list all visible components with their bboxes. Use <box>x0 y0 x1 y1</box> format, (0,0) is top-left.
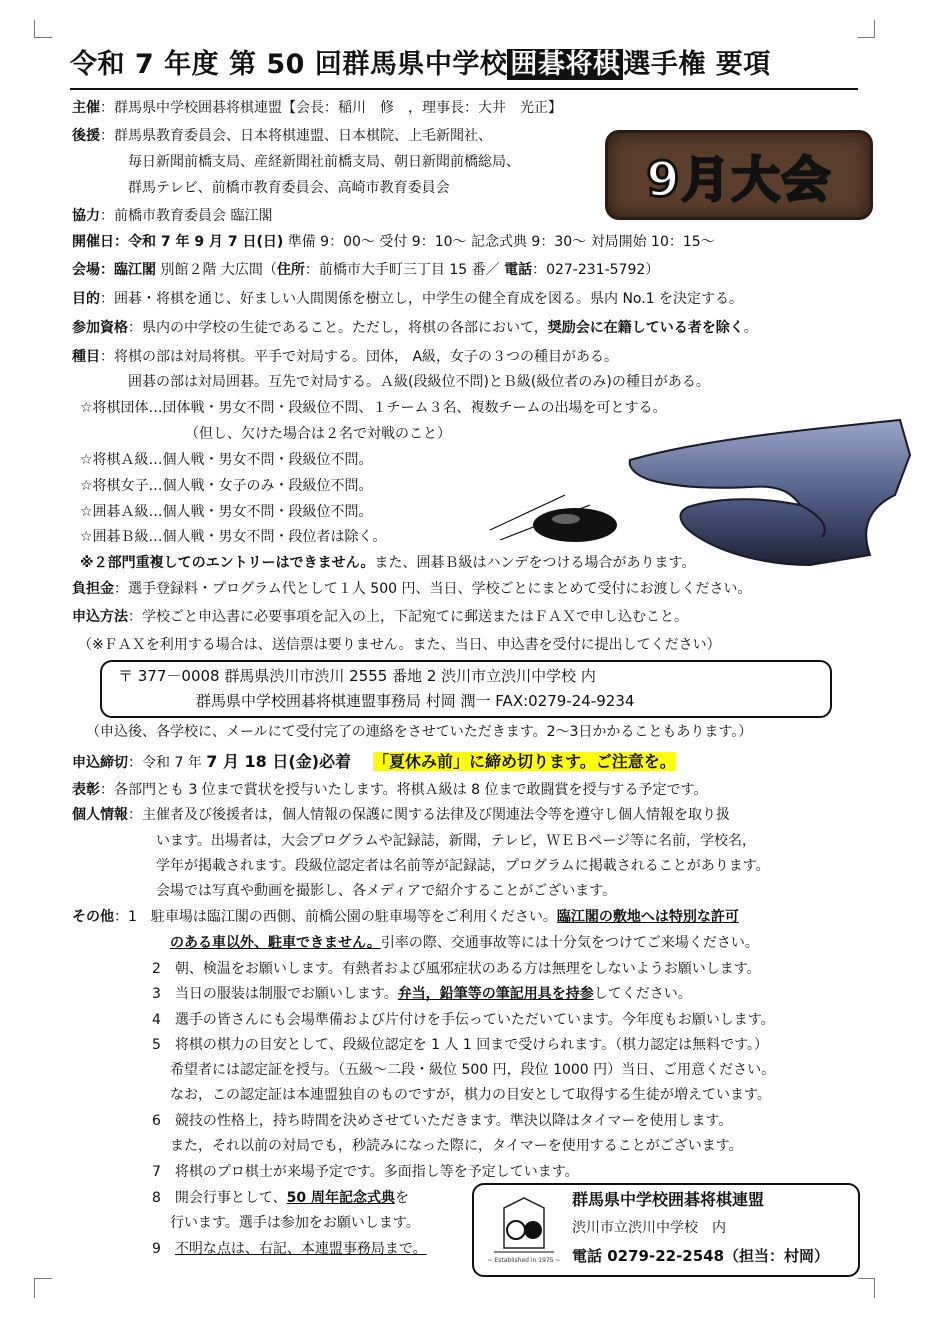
event-shogi-team-note: （但し、欠けた場合は２名で対戦のこと） <box>185 426 451 442</box>
org-phone: 電話 0279-22-2548（担当：村岡） <box>572 1247 830 1265</box>
crop-mark <box>858 37 875 38</box>
crop-mark <box>34 20 35 38</box>
crop-mark <box>858 1278 875 1279</box>
privacy-line-2: います。出場者は，大会プログラムや記録誌，新聞，テレビ，ＷＥＢページ等に名前，学校名， <box>156 833 757 849</box>
events-line: 種目：将棋の部は対局将棋。平手で対局する。団体， A級，女子の３つの種目がある。 <box>72 349 619 365</box>
other-line-9: 9 不明な点は、右記、本連盟事務局まで。 <box>152 1241 427 1257</box>
address-line-2: 群馬県中学校囲碁将棋連盟事務局 村岡 潤一 FAX:0279-24-9234 <box>196 692 635 710</box>
other-line-5b: 希望者には認定証を授与。（五級～二段・級位 500 円，段位 1000 円）当日、ご用意ください。 <box>170 1062 776 1078</box>
mail-note: （申込後、各学校に、メールにて受付完了の連絡をさせていただきます。2～3日かかることもあります。） <box>86 724 753 740</box>
other-line-1b: のある車以外、駐車できません。引率の際、交通事故等には十分気をつけてご来場ください。 <box>170 935 759 951</box>
page-title: 令和 7 年度 第 50 回群馬県中学校 囲碁将棋 選手権 要項 <box>70 49 771 80</box>
privacy-line: 個人情報：主催者及び後援者は，個人情報の保護に関する法律及び関連法令等を遵守し個人情報を取り扱 <box>72 807 730 823</box>
other-line-5: 5 将棋の棋力の目安として、段級位認定を 1 人 1 回まで受けられます。（棋力認定は無料です。） <box>152 1037 768 1053</box>
title-highlight: 囲碁将棋 <box>507 49 623 80</box>
crop-mark <box>34 37 52 38</box>
other-line-4: 4 選手の皆さんにも会場準備および片付けを手伝っていただいています。今年度もお願いします。 <box>152 1012 775 1028</box>
event-shogi-a: ☆将棋Ａ級…個人戦・男女不問・段級位不問。 <box>80 452 373 468</box>
org-name: 群馬県中学校囲碁将棋連盟 <box>572 1190 765 1209</box>
entry-note: ※２部門重複してのエントリーはできません。また、囲碁Ｂ級はハンデをつける場合があります。 <box>80 555 696 571</box>
event-shogi-women: ☆将棋女子…個人戦・女子のみ・段級位不問。 <box>80 478 373 494</box>
support-line-3: 群馬テレビ、前橋市教育委員会、高崎市教育委員会 <box>128 180 450 196</box>
purpose-line: 目的：囲碁・将棋を通じ、好ましい人間関係を樹立し，中学生の健全育成を図る。県内 No.1 を決定する。 <box>72 291 744 307</box>
other-line-6b: また，それ以前の対局でも，秒読みになった際に，タイマーを使用することがございます。 <box>170 1138 743 1154</box>
support-line: 後援：群馬県教育委員会、日本将棋連盟、日本棋院、上毛新聞社、 <box>72 128 492 144</box>
other-line-5c: なお，この認定証は本連盟独自のものですが，棋力の目安として取得する生徒が増えています。 <box>170 1087 771 1103</box>
other-line-6: 6 競技の性格上，持ち時間を決めさせていただきます。準決以降はタイマーを使用します。 <box>152 1113 733 1129</box>
svg-text:~ Established in 1975 ~: ~ Established in 1975 ~ <box>487 1257 561 1264</box>
cooperation-line: 協力：前橋市教育委員会 臨江閣 <box>72 208 273 224</box>
other-line-8b: 行います。選手は参加をお願いします。 <box>170 1215 420 1231</box>
title-underline <box>70 88 858 90</box>
federation-logo-icon <box>484 1190 564 1266</box>
privacy-line-4: 会場では写真や動画を撮影し、各メディアで紹介することがございます。 <box>156 883 617 899</box>
hand-with-stone-illustration <box>470 415 920 585</box>
date-line: 開催日：令和 7 年 9 月 7 日(日) 準備 9：00～ 受付 9：10～ 記念式典 9：30～ 対局開始 10：15～ <box>72 234 715 250</box>
privacy-line-3: 学年が掲載されます。段級位認定者は名前等が記録誌，プログラムに掲載されることがあります。 <box>156 858 770 874</box>
crop-mark <box>34 1278 52 1279</box>
go-stone <box>533 508 617 542</box>
event-badge: 9月大会 <box>605 130 873 220</box>
support-line-2: 毎日新聞前橋支局、産経新聞社前橋支局、朝日新聞前橋総局、 <box>128 154 520 170</box>
deadline-line: 申込締切：令和 7 年 7 月 18 日(金)必着 「夏休み前」に締め切ります。ご注意を。 <box>72 752 676 771</box>
application-line: 申込方法：学校ごと申込書に必要事項を記入の上，下記宛てに郵送またはＦＡＸで申し込むこと。 <box>72 609 688 625</box>
crop-mark <box>874 20 875 38</box>
events-line-2: 囲碁の部は対局囲碁。互先で対局する。Ａ級(段級位不問)とＢ級(級位者のみ)の種目がある。 <box>128 374 710 390</box>
venue-line: 会場：臨江閣 別館２階 大広間（住所：前橋市大手町三丁目 15 番／ 電話：027-231-5792） <box>72 262 660 278</box>
crop-mark <box>34 1278 35 1298</box>
fee-line: 負担金：選手登録料・プログラム代として１人 500 円、当日、学校ごとにまとめて受付にお渡しください。 <box>72 581 752 597</box>
host-line: 主催：群馬県中学校囲碁将棋連盟【会長：稲川 修 ，理事長：大井 光正】 <box>72 100 562 116</box>
award-line: 表彰：各部門とも 3 位まで賞状を授与いたします。将棋Ａ級は 8 位まで敢闘賞を授与する予定です。 <box>72 782 708 798</box>
crop-mark <box>874 1278 875 1298</box>
other-line-1: その他：1 駐車場は臨江閣の西側、前橋公園の駐車場等をご利用ください。臨江閣の敷地へは特別な許可 <box>72 909 739 925</box>
other-line-2: 2 朝、検温をお願いします。有熱者および風邪症状のある方は無理をしないようお願いします。 <box>152 961 761 977</box>
other-line-8: 8 開会行事として、50 周年記念式典を <box>152 1190 409 1206</box>
eligibility-line: 参加資格：県内の中学校の生徒であること。ただし，将棋の各部において，奨励会に在籍している者を除く。 <box>72 320 758 336</box>
other-line-7: 7 将棋のプロ棋士が来場予定です。多面指し等を予定しています。 <box>152 1164 579 1180</box>
org-school: 渋川市立渋川中学校 内 <box>572 1220 726 1236</box>
other-line-3: 3 当日の服装は制服でお願いします。弁当，鉛筆等の筆記用具を持参してください。 <box>152 986 692 1002</box>
fax-note: （※ＦＡＸを利用する場合は、送信票は要りません。また、当日、申込書を受付に提出してください） <box>78 637 721 653</box>
address-line-1: 〒 377－0008 群馬県渋川市渋川 2555 番地 2 渋川市立渋川中学校 内 <box>118 667 596 685</box>
deadline-highlight: 「夏休み前」に締め切ります。ご注意を。 <box>373 752 676 771</box>
event-go-b: ☆囲碁Ｂ級…個人戦・男女不問・段位者は除く。 <box>80 529 387 545</box>
event-shogi-team: ☆将棋団体…団体戦・男女不問・段級位不問、１チーム３名、複数チームの出場を可とする。 <box>80 400 667 416</box>
event-go-a: ☆囲碁Ａ級…個人戦・男女不問・段級位不問。 <box>80 504 373 520</box>
